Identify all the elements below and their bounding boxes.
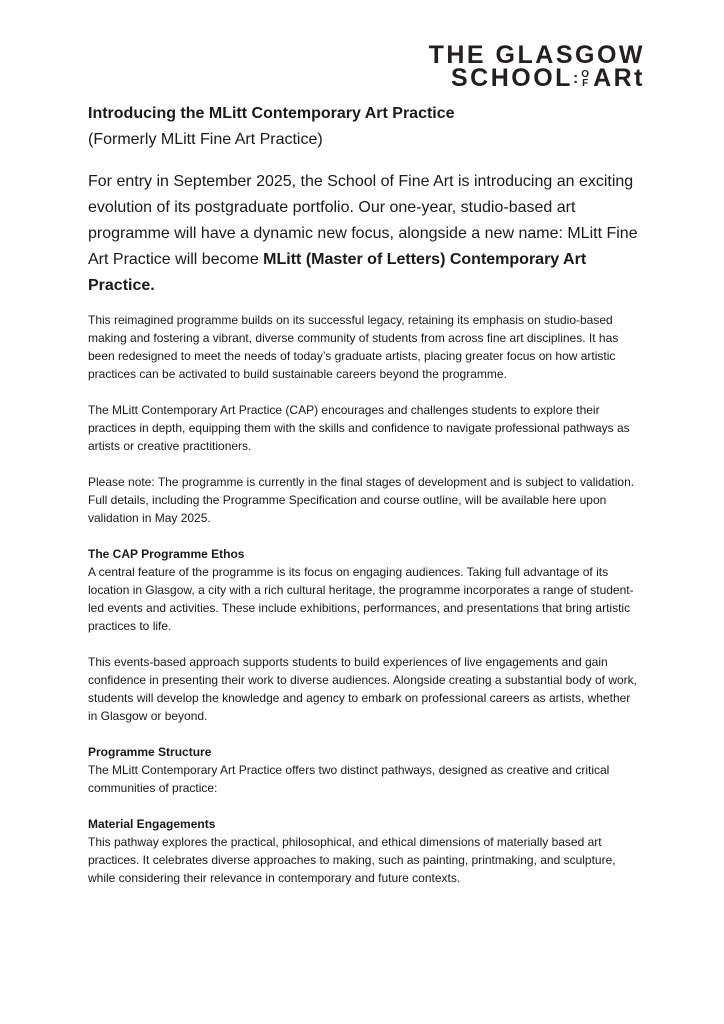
logo-colon-separator: : <box>572 70 579 87</box>
paragraph-text: The MLitt Contemporary Art Practice (CAP) encourages and challenges students to explore their practices in depth, equipping them with the skills and confidence to navigate professional pathways as artists or creative practitioners. <box>88 403 630 453</box>
page-subtitle: (Formerly MLitt Fine Art Practice) <box>88 131 323 148</box>
logo-of-stack <box>581 70 589 88</box>
paragraph-text: This reimagined programme builds on its successful legacy, retaining its emphasis on studio-based making and fostering a vibrant, diverse community of students from across fine art disciplines. It has been redesigned to meet the needs of today’s graduate artists, placing greater focus on how artistic practices can be activated to build sustainable careers beyond the programme. <box>88 313 619 381</box>
section-heading: The CAP Programme Ethos <box>88 547 245 561</box>
paragraph-text: The MLitt Contemporary Art Practice offers two distinct pathways, designed as creative and critical communities of practice: <box>88 763 610 795</box>
logo-line-school-of-art <box>451 64 645 92</box>
section-heading: Programme Structure <box>88 745 212 759</box>
paragraph <box>88 653 640 725</box>
logo-of-bottom: F <box>582 77 589 89</box>
logo-of-top: O <box>581 68 590 80</box>
section-cap-programme-ethos <box>88 545 640 635</box>
paragraph-text: This pathway explores the practical, philosophical, and ethical dimensions of materially based art practices. It celebrates diverse approaches to making, such as painting, printmaking, and sculpture, while considering their relevance in contemporary and future contexts. <box>88 835 616 885</box>
section-material-engagements <box>88 815 640 887</box>
intro-regular-text: For entry in September 2025, the School of Fine Art is introducing an exciting evolution of its postgraduate portfolio. Our one-year, studio-based art programme will have a dynamic new focus, alongside a new name: MLitt Fine Art Practice will become <box>88 173 638 268</box>
paragraph <box>88 401 640 455</box>
paragraph-text: A central feature of the programme is its focus on engaging audiences. Taking full advantage of its location in Glasgow, a city with a rich cultural heritage, the programme incorporates a range of student-led events and activities. These include exhibitions, performances, and presentations that bring artistic practices to life. <box>88 565 634 633</box>
logo-line-the-glasgow: THE GLASGOW <box>428 41 645 69</box>
paragraph-text: Please note: The programme is currently in the final stages of development and is subject to validation. Full details, including the Programme Specification and course outline, will be available here upon validation in May 2025. <box>88 475 635 525</box>
document-content <box>88 101 640 905</box>
logo-art-text: ARt <box>593 64 645 92</box>
gsa-logo <box>428 41 645 92</box>
paragraph <box>88 311 640 383</box>
body-blocks <box>88 311 640 887</box>
logo-school-text: SCHOOL <box>451 64 573 92</box>
page-title: Introducing the MLitt Contemporary Art Practice <box>88 105 455 122</box>
paragraph-text: This events-based approach supports students to build experiences of live engagements and gain confidence in presenting their work to diverse audiences. Alongside creating a substantial body of work, students will develop the knowledge and agency to embark on professional careers as artists, whether in Glasgow or beyond. <box>88 655 637 723</box>
intro-bold-text: MLitt (Master of Letters) Contemporary Art Practice. <box>88 251 587 294</box>
section-heading: Material Engagements <box>88 817 216 831</box>
intro-paragraph <box>88 169 640 299</box>
paragraph <box>88 473 640 527</box>
section-programme-structure <box>88 743 640 797</box>
